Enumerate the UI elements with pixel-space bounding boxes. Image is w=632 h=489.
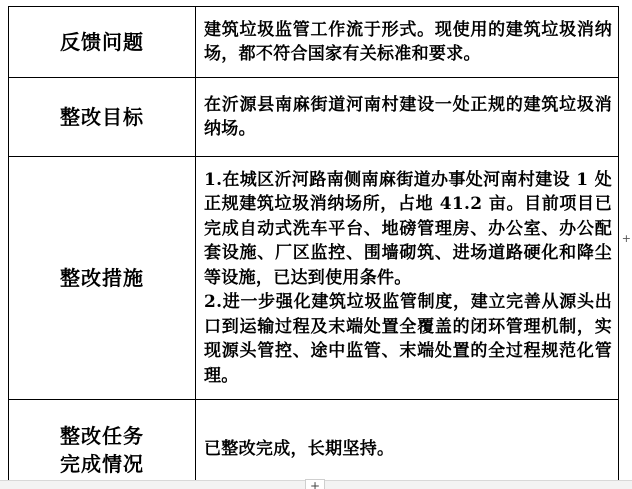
row-label-measures: 整改措施 bbox=[9, 157, 196, 400]
table-row bbox=[9, 7, 619, 78]
rectification-table bbox=[8, 6, 619, 489]
status-label-line-2: 完成情况 bbox=[60, 451, 144, 476]
row-content-feedback bbox=[196, 7, 619, 78]
status-text: 已整改完成，长期坚持。 bbox=[204, 439, 395, 460]
measure-item-2: 2.进一步强化建筑垃圾监管制度，建立完善从源头出口到运输过程及末端处置全覆盖的闭环管理机制，实现源头管控、途中监管、末端处置的全过程规范化管理。 bbox=[204, 292, 612, 386]
feedback-text: 建筑垃圾监管工作流于形式。现使用的建筑垃圾消纳场，都不符合国家有关标准和要求。 bbox=[204, 19, 612, 64]
goal-text: 在沂源县南麻街道河南村建设一处正规的建筑垃圾消纳场。 bbox=[204, 94, 612, 139]
table-row bbox=[9, 400, 619, 489]
table-row bbox=[9, 78, 619, 157]
row-content-status bbox=[196, 400, 619, 489]
row-content-goal bbox=[196, 78, 619, 157]
row-label-feedback: 反馈问题 bbox=[9, 7, 196, 78]
row-label-status bbox=[9, 400, 196, 489]
measure-item-1: 1.在城区沂河路南侧南麻街道办事处河南村建设 1 处正规建筑垃圾消纳场所，占地 41.2 亩。目前项目已完成自动式洗车平台、地磅管理房、办公室、办公配套设施、厂区监控、围墙砌筑、进场道路硬化和降尘等设施，已达到使用条件。 bbox=[204, 169, 612, 288]
add-row-handle[interactable]: + bbox=[305, 479, 325, 489]
row-label-goal: 整改目标 bbox=[9, 78, 196, 157]
column-resize-handle[interactable]: + bbox=[621, 232, 631, 245]
status-label-line-1: 整改任务 bbox=[60, 423, 144, 448]
table-row bbox=[9, 157, 619, 400]
row-content-measures bbox=[196, 157, 619, 400]
